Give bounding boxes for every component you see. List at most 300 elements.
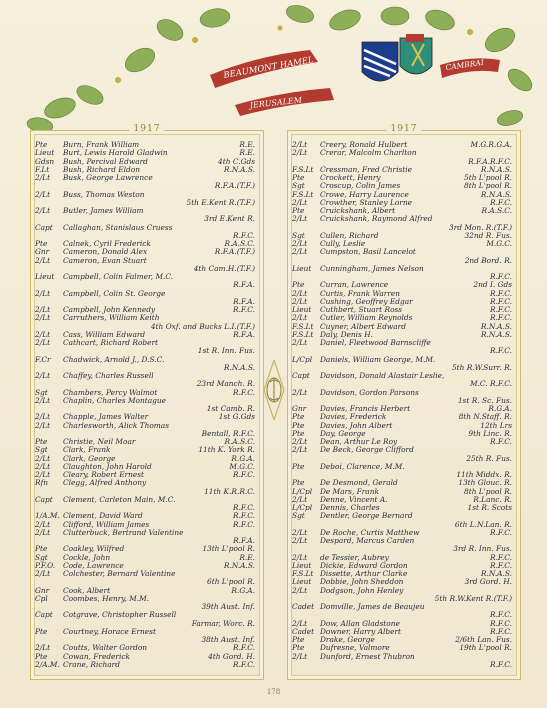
list-item — [292, 224, 518, 232]
list-item — [35, 405, 261, 413]
rank: Capt — [35, 611, 53, 620]
unit: R.F.C. — [233, 504, 255, 512]
rank: 2/Lt — [35, 339, 51, 347]
list-item — [35, 422, 261, 430]
rank: Pte — [292, 479, 305, 488]
rank: Gdsn — [35, 157, 55, 166]
list-item — [292, 356, 518, 364]
soldier-name: Callaghan, Stanislaus Cruess — [63, 223, 173, 232]
unit: R.F.C. — [490, 297, 512, 306]
list-item — [35, 537, 261, 545]
soldier-name: Courtney, Horace Ernest — [63, 627, 156, 636]
list-item — [35, 356, 261, 364]
list-item — [292, 191, 518, 199]
unit: 6th L.N.Lan. R. — [454, 520, 512, 529]
rank: Pte — [292, 636, 305, 644]
list-item — [292, 372, 518, 380]
list-item — [35, 545, 261, 553]
list-item — [35, 471, 261, 479]
unit: R.A.S.C. — [481, 207, 512, 215]
soldier-name: Chaplin, Charles Montague — [63, 396, 166, 405]
soldier-name: Dentler, George Bernard — [320, 512, 413, 521]
rank: Capt — [35, 223, 53, 232]
list-item — [35, 273, 261, 281]
unit: 5th R.W.Kent R.(T.F.) — [434, 594, 512, 603]
list-item — [35, 620, 261, 628]
soldier-name: Davies, John Albert — [320, 421, 393, 430]
rank: Pte — [35, 240, 48, 248]
list-item — [35, 611, 261, 619]
monogram-emblem — [262, 360, 286, 420]
list-item — [35, 215, 261, 223]
soldier-name: Daniel, Fleetwood Barnscliffe — [320, 339, 431, 347]
soldier-name: Carruthers, William Keith — [63, 314, 160, 323]
soldier-name: Burn, Frank William — [63, 141, 140, 149]
list-item — [35, 413, 261, 421]
list-item — [35, 141, 261, 149]
soldier-name: Dean, Arthur Le Roy — [320, 438, 398, 446]
soldier-name: Christie, Neil Moar — [63, 438, 136, 446]
rank: F.Lt — [35, 165, 50, 174]
rank: 2/Lt — [35, 306, 51, 314]
page-number: 178 — [266, 688, 281, 696]
unit: 4th Gord. H. — [208, 652, 255, 661]
list-item — [292, 281, 518, 289]
list-item — [292, 496, 518, 504]
list-item — [292, 331, 518, 339]
unit: R.F.A. — [233, 330, 255, 339]
unit: 3rd E.Kent R. — [204, 215, 255, 224]
rank: 2/Lt — [292, 141, 308, 149]
rank: 2/Lt — [35, 372, 51, 380]
unit: 1st R. Sc. Fus. — [457, 396, 512, 405]
unit: R.F.C. — [490, 438, 512, 446]
rank: F.S.Lt — [292, 570, 314, 578]
rank: 2/Lt — [35, 454, 51, 463]
unit: 2nd I. Gds — [473, 281, 512, 290]
list-item — [292, 620, 518, 628]
rank: 2/Lt — [292, 537, 308, 545]
list-item — [35, 496, 261, 504]
unit: R.F.C. — [490, 306, 512, 314]
rank: 2/Lt — [35, 644, 51, 653]
rank: 2/Lt — [35, 396, 51, 405]
unit: R.F.C. — [490, 273, 512, 281]
unit: 11th K. York R. — [198, 446, 255, 455]
list-item — [35, 166, 261, 174]
unit: 2nd Bord. R. — [464, 256, 512, 265]
list-item — [35, 512, 261, 520]
list-item — [292, 240, 518, 248]
list-item — [292, 653, 518, 661]
list-item — [292, 512, 518, 520]
list-item — [35, 248, 261, 256]
unit: R.F.C. — [233, 471, 255, 479]
soldier-name: De Beck, George Clifford — [320, 446, 414, 455]
rank: 2/Lt — [35, 520, 51, 529]
list-item — [292, 430, 518, 438]
list-item — [35, 364, 261, 372]
soldier-name: Drake, George — [320, 636, 375, 644]
unit: 13th L'pool R. — [202, 545, 255, 554]
soldier-name: Deboi, Clarence, M.M. — [320, 462, 405, 471]
soldier-name: Dufresne, Valmore — [320, 644, 390, 653]
rank: 2/Lt — [35, 314, 51, 323]
list-item — [35, 430, 261, 438]
soldier-name: Crockett, Henry — [320, 174, 381, 182]
list-item — [292, 471, 518, 479]
soldier-name: Cass, William Edward — [63, 330, 146, 339]
unit: 38th Aust. Inf. — [201, 636, 255, 644]
unit: R.F.A. — [233, 537, 255, 545]
soldier-name: Daly, Denis H. — [320, 330, 373, 339]
list-item — [292, 397, 518, 405]
soldier-name: Davidson, Gordon Parsons — [320, 388, 419, 397]
list-item — [35, 281, 261, 289]
list-item — [292, 455, 518, 463]
rank: Sgt — [35, 388, 48, 397]
unit: 13th Glouc. R. — [458, 479, 512, 488]
soldier-name: Cameron, Donald Alex — [63, 248, 148, 257]
unit: R.F.C. — [490, 289, 512, 298]
list-item — [292, 644, 518, 652]
soldier-name: Downer, Harry Albert — [320, 627, 402, 636]
list-item — [35, 149, 261, 157]
list-item — [292, 504, 518, 512]
unit: R.E. — [239, 149, 255, 158]
soldier-name: Chambers, Percy Walmot — [63, 388, 158, 397]
soldier-name: Cowan, Frederick — [63, 652, 130, 661]
rank: Pte — [292, 207, 305, 215]
unit: R.F.C. — [490, 198, 512, 207]
unit: R.N.A.S. — [223, 363, 255, 372]
soldier-name: Clement, Carleton Main, M.C. — [63, 495, 176, 504]
unit: 25th R. Fus. — [466, 454, 512, 463]
rank: 2/Lt — [35, 413, 51, 422]
list-item — [292, 554, 518, 562]
list-item — [35, 644, 261, 652]
soldier-name: Busk, George Lawrence — [63, 174, 153, 182]
unit: R.G.A. — [231, 454, 255, 463]
list-item — [35, 182, 261, 190]
list-item — [292, 290, 518, 298]
unit: R.F.C. — [490, 553, 512, 562]
list-item — [292, 413, 518, 421]
list-item — [292, 364, 518, 372]
soldier-name: Campbell, Colin St. George — [63, 289, 166, 298]
soldier-name: Croscup, Colin James — [320, 182, 401, 191]
soldier-name: de Tessier, Aubrey — [320, 553, 389, 562]
soldier-name: Clegg, Alfred Anthony — [63, 479, 147, 488]
list-item — [292, 438, 518, 446]
list-item — [292, 149, 518, 157]
soldier-name: Davidson, Donald Alastair Leslie, — [320, 372, 445, 380]
list-item — [35, 397, 261, 405]
list-item — [292, 611, 518, 619]
soldier-name: Coutts, Walter Gordon — [63, 644, 148, 653]
rank: Lieut — [35, 273, 55, 281]
rank: 2/Lt — [292, 528, 308, 537]
list-item — [292, 479, 518, 487]
list-item — [292, 199, 518, 207]
soldier-name: De Roche, Curtis Matthew — [320, 528, 420, 537]
rank: 2/Lt — [35, 207, 51, 215]
rank: 2/Lt — [292, 314, 308, 323]
list-item — [292, 273, 518, 281]
list-item — [292, 661, 518, 669]
list-item — [292, 298, 518, 306]
rank: L/Cpl — [292, 504, 313, 512]
soldier-name: Code, Lawrence — [63, 561, 124, 570]
soldier-name: Chadwick, Arnold J., D.S.C. — [63, 355, 165, 364]
soldier-name: Day, George — [320, 429, 366, 438]
rank: 2/Lt — [292, 619, 308, 628]
soldier-name: Campbell, John Kennedy — [63, 306, 156, 314]
rank: Pte — [35, 545, 48, 554]
soldier-name: Creery, Ronald Hulbert — [320, 141, 408, 149]
soldier-name: Dunford, Ernest Thubron — [320, 652, 415, 661]
soldier-name: Cullen, Richard — [320, 231, 379, 240]
list-item — [292, 323, 518, 331]
soldier-name: Buss, Thomas Weston — [63, 190, 145, 199]
unit: R.N.A.S. — [480, 570, 512, 578]
list-item — [292, 570, 518, 578]
soldier-name: Cockle, John — [63, 553, 111, 562]
soldier-name: Cumpston, Basil Lancelot — [320, 248, 416, 257]
rank: 2/Lt — [35, 471, 51, 479]
unit: 11th Middx. R. — [456, 471, 512, 479]
unit: 5th L'pool R. — [464, 174, 512, 182]
soldier-name: Cuthbert, Stuart Ross — [320, 306, 403, 314]
rank: 2/Lt — [35, 256, 51, 265]
list-item — [292, 521, 518, 529]
unit: R.N.A.S. — [480, 330, 512, 339]
list-item — [35, 323, 261, 331]
soldier-name: Curtis, Frank Warren — [320, 289, 400, 298]
list-item — [35, 389, 261, 397]
rank: Pte — [35, 627, 48, 636]
unit: 23rd Manch. R. — [196, 380, 255, 389]
unit: R.N.A.S. — [223, 165, 255, 174]
list-item — [292, 603, 518, 611]
soldier-name: Cressman, Fred Christie — [320, 165, 412, 174]
list-item — [292, 488, 518, 496]
unit: M.G.C. — [229, 462, 255, 471]
right-column — [287, 124, 521, 680]
soldier-name: Cully, Leslie — [320, 240, 366, 248]
right-year: 1917 — [387, 124, 422, 134]
list-item — [35, 306, 261, 314]
soldier-name: De Desmond, Gerald — [320, 479, 398, 488]
rank: 2/Lt — [292, 248, 308, 257]
unit: 8th L'pool R. — [464, 487, 512, 496]
list-item — [35, 158, 261, 166]
rank: Pte — [292, 174, 305, 182]
soldier-name: Cruickshank, Albert — [320, 207, 396, 215]
rank: 2/Lt — [292, 215, 308, 224]
soldier-name: Crowther, Stanley Lorne — [320, 198, 412, 207]
unit: Bentall, R.F.C. — [201, 429, 255, 438]
list-item — [35, 488, 261, 496]
unit: 3rd R. Inn. Fus. — [453, 545, 512, 554]
soldier-name: Coombes, Henry, M.M. — [63, 594, 149, 603]
rank: Gnr — [292, 405, 307, 413]
list-item — [292, 446, 518, 454]
ornament-header — [0, 0, 547, 140]
rank: 2/Lt — [292, 438, 308, 446]
rank: 2/Lt — [292, 553, 308, 562]
list-item — [292, 587, 518, 595]
soldier-name: Cuyner, Albert Edward — [320, 322, 406, 331]
list-item — [292, 389, 518, 397]
rank: 2/Lt — [292, 586, 308, 595]
list-item — [292, 628, 518, 636]
rank: F.S.Lt — [292, 165, 314, 174]
unit: R.N.A.S. — [480, 190, 512, 199]
rank: 2/Lt — [292, 495, 308, 504]
list-item — [35, 347, 261, 355]
unit: 39th Aust. Inf. — [201, 603, 255, 611]
list-item — [292, 562, 518, 570]
soldier-name: Clifford, William James — [63, 520, 150, 529]
rank: F.S.Lt — [292, 322, 314, 331]
soldier-name: Despard, Marcus Carden — [320, 537, 415, 545]
banner-line-1: BEAUMONT HAMEL — [222, 55, 315, 81]
soldier-name: Crerar, Malcolm Charlton — [320, 149, 417, 158]
unit: R.F.C. — [233, 660, 255, 669]
list-item — [35, 653, 261, 661]
rank: P.F.O. — [35, 561, 56, 570]
rank: Gnr — [35, 248, 50, 257]
soldier-name: Calnek, Cyril Frederick — [63, 240, 151, 248]
rank: 2/A.M. — [35, 660, 60, 669]
list-item — [35, 380, 261, 388]
list-item — [292, 529, 518, 537]
soldier-name: Crowe, Harry Laurence — [320, 190, 409, 199]
list-item — [35, 463, 261, 471]
list-item — [35, 578, 261, 586]
rank: Lieut — [292, 578, 312, 587]
rank: 2/Lt — [35, 462, 51, 471]
unit: R.G.A. — [488, 405, 512, 413]
list-item — [292, 347, 518, 355]
unit: R.F.C. — [490, 528, 512, 537]
unit: R.F.C. — [233, 644, 255, 653]
soldier-name: Clutterbuck, Bertrand Valentine — [63, 528, 184, 537]
rank: Lieut — [292, 264, 312, 273]
list-item — [35, 174, 261, 182]
list-item — [292, 141, 518, 149]
list-item — [35, 240, 261, 248]
unit: M.G.C. — [486, 240, 512, 248]
unit: 19th L'pool R. — [459, 644, 512, 653]
list-item — [292, 380, 518, 388]
list-item — [292, 166, 518, 174]
unit: R.F.C. — [490, 627, 512, 636]
list-item — [35, 636, 261, 644]
rank: Lieut — [292, 306, 312, 314]
unit: R.F.A. — [233, 297, 255, 306]
unit: R.A.S.C. — [224, 438, 255, 446]
soldier-name: Clark, George — [63, 454, 116, 463]
soldier-name: Dow, Allan Gladstone — [320, 619, 400, 628]
unit: R.F.A. — [233, 281, 255, 290]
rank: F.S.Lt — [292, 190, 314, 199]
unit: R.F.C. — [233, 388, 255, 397]
rank: F.Cr — [35, 355, 51, 364]
rank: 2/Lt — [35, 190, 51, 199]
soldier-name: Cotgrave, Christopher Russell — [63, 611, 177, 620]
rank: Pte — [292, 462, 305, 471]
list-item — [35, 191, 261, 199]
rank: 2/Lt — [35, 421, 51, 430]
left-entry-list — [35, 141, 261, 669]
list-item — [292, 339, 518, 347]
list-item — [35, 257, 261, 265]
unit: 1st G.Gds — [218, 413, 255, 422]
soldier-name: De Mars, Frank — [320, 487, 379, 496]
rank: 2/Lt — [35, 570, 51, 578]
list-item — [35, 595, 261, 603]
rank: Cadet — [292, 603, 315, 611]
soldier-name: Charlesworth, Alick Thomas — [63, 421, 169, 430]
unit: R.A.S.C. — [224, 240, 255, 248]
unit: 1st Camb. R. — [206, 405, 255, 413]
rank: Sgt — [292, 182, 305, 191]
unit: R.Lanc. R. — [473, 495, 512, 504]
unit: 3rd Mon. R.(T.F.) — [449, 223, 512, 232]
list-item — [292, 232, 518, 240]
unit: R.F.A.(T.F.) — [214, 182, 255, 191]
list-item — [35, 446, 261, 454]
list-item — [35, 298, 261, 306]
rank: Cadet — [292, 627, 315, 636]
rank: Capt — [292, 372, 310, 380]
unit: 12th Lrs — [480, 421, 512, 430]
list-item — [35, 455, 261, 463]
unit: R.F.C. — [490, 314, 512, 323]
list-item — [292, 158, 518, 166]
unit: Farmar, Worc. R. — [191, 619, 255, 628]
unit: R.F.C. — [490, 347, 512, 356]
unit: R.F.A.R.F.C. — [468, 157, 512, 166]
soldier-name: Cunningham, James Nelson — [320, 264, 424, 273]
rank: 2/Lt — [292, 652, 308, 661]
list-item — [292, 248, 518, 256]
rank: Pte — [35, 438, 48, 446]
rank: Rfn — [35, 479, 49, 488]
rank: 2/Lt — [292, 446, 308, 455]
soldier-name: Clark, Frank — [63, 446, 111, 455]
list-item — [292, 545, 518, 553]
rank: Cpl — [35, 594, 48, 603]
unit: R.F.A.(T.F.) — [214, 248, 255, 257]
rank: Pte — [35, 652, 48, 661]
left-year: 1917 — [130, 124, 165, 134]
soldier-name: Bush, Richard Eldon — [63, 165, 140, 174]
unit: 1st R. Scots — [467, 504, 512, 512]
unit: R.F.C. — [490, 561, 512, 570]
soldier-name: Davies, Francis Herbert — [320, 405, 411, 413]
soldier-name: Denne, Vincent A. — [320, 495, 388, 504]
rank: L/Cpl — [292, 487, 313, 496]
list-item — [35, 661, 261, 669]
unit: 9th Linc. R. — [468, 429, 512, 438]
unit: 4th Oxf. and Bucks L.I.(T.F.) — [150, 322, 255, 331]
rank: 2/Lt — [35, 528, 51, 537]
list-item — [292, 207, 518, 215]
unit: 6th L'pool R. — [207, 578, 255, 587]
